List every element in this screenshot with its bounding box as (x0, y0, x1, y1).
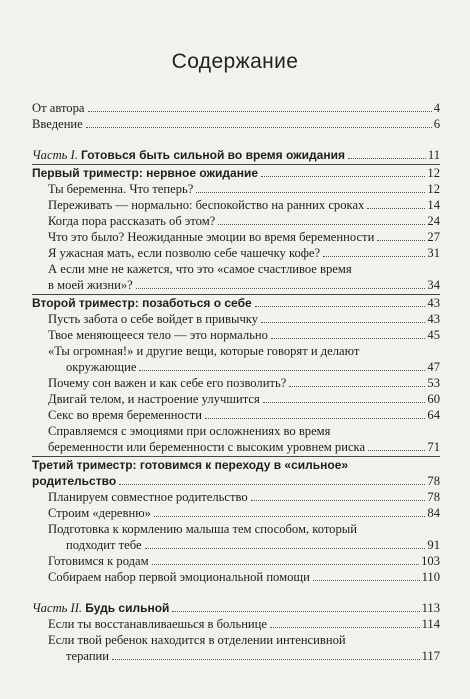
toc-entry-line1[interactable] (32, 343, 440, 359)
toc-entry-page: 43 (427, 312, 440, 326)
toc-section-3-line1[interactable] (32, 457, 440, 473)
toc-entry-page: 103 (421, 554, 440, 568)
toc-entry-page: 47 (427, 360, 440, 374)
dot-leader (271, 338, 426, 339)
toc-part-1[interactable] (32, 147, 440, 163)
toc-entry-line1[interactable] (32, 632, 440, 648)
dot-leader (263, 402, 426, 403)
toc-entry-page: 91 (427, 538, 440, 552)
part-label: Часть II. (32, 601, 83, 615)
toc-entry-title: Подготовка к кормлению малыша тем способом, который (48, 522, 357, 536)
section-title-cont: родительство (32, 474, 117, 488)
toc-entry-page: 110 (421, 570, 440, 584)
toc-entry-title: Собираем набор первой эмоциональной помощи (48, 570, 310, 584)
toc-entry[interactable] (32, 229, 440, 245)
toc-entry-title: Справляемся с эмоциями при осложнениях во время (48, 424, 331, 438)
toc-entry-intro[interactable] (32, 116, 440, 132)
part-label: Часть I. (32, 148, 78, 162)
toc-section-2[interactable] (32, 295, 440, 311)
toc-part-2[interactable] (32, 600, 440, 616)
toc-entry-page: 84 (427, 506, 440, 520)
toc-entry-title: Введение (32, 117, 83, 131)
toc-entry-page: 11 (427, 148, 440, 162)
toc-entry-title: Планируем совместное родительство (48, 490, 248, 504)
dot-leader (261, 176, 425, 177)
table-of-contents (32, 100, 440, 664)
toc-entry[interactable] (32, 648, 440, 664)
dot-leader (152, 564, 420, 565)
toc-entry-title: А если мне не кажется, что это «самое счастливое время (48, 262, 352, 276)
toc-entry[interactable] (32, 569, 440, 585)
toc-entry-title: Переживать — нормально: беспокойство на ранних сроках (48, 198, 365, 212)
toc-entry-page: 12 (427, 166, 440, 180)
toc-entry-line1[interactable] (32, 423, 440, 439)
toc-entry-author[interactable] (32, 100, 440, 116)
toc-entry-page: 117 (421, 649, 440, 663)
toc-entry-title: Твое меняющееся тело — это нормально (48, 328, 268, 342)
dot-leader (270, 627, 420, 628)
toc-entry-title: Почему сон важен и как себе его позволить? (48, 376, 287, 390)
toc-entry-page: 78 (427, 474, 440, 488)
toc-entry[interactable] (32, 616, 440, 632)
toc-entry-page: 4 (433, 101, 440, 115)
toc-entry-title: Когда пора рассказать об этом? (48, 214, 216, 228)
toc-entry-page: 114 (421, 617, 440, 631)
toc-entry-title: Пусть забота о себе войдет в привычку (48, 312, 259, 326)
toc-entry[interactable] (32, 505, 440, 521)
toc-section-1[interactable] (32, 165, 440, 181)
dot-leader (368, 450, 425, 451)
dot-leader (313, 580, 420, 581)
toc-entry-title: Строим «деревню» (48, 506, 151, 520)
dot-leader (172, 611, 419, 612)
toc-entry[interactable] (32, 277, 440, 293)
section-title: Первый триместр: нервное ожидание (32, 166, 259, 180)
toc-entry-page: 6 (433, 117, 440, 131)
toc-entry[interactable] (32, 537, 440, 553)
toc-entry-page: 53 (427, 376, 440, 390)
dot-leader (196, 192, 425, 193)
dot-leader (377, 240, 425, 241)
toc-entry-page: 71 (427, 440, 440, 454)
toc-entry-title-cont: подходит тебе (66, 538, 142, 552)
toc-entry-title: От автора (32, 101, 85, 115)
dot-leader (323, 256, 425, 257)
dot-leader (205, 418, 425, 419)
toc-entry-page: 78 (427, 490, 440, 504)
toc-entry-page: 34 (427, 278, 440, 292)
toc-entry-page: 43 (427, 296, 440, 310)
dot-leader (139, 370, 425, 371)
toc-entry-title: Секс во время беременности (48, 408, 202, 422)
dot-leader (136, 288, 426, 289)
dot-leader (255, 306, 426, 307)
dot-leader (112, 659, 420, 660)
toc-entry[interactable] (32, 553, 440, 569)
toc-entry[interactable] (32, 375, 440, 391)
toc-entry[interactable] (32, 407, 440, 423)
toc-entry[interactable] (32, 245, 440, 261)
toc-entry-page: 24 (427, 214, 440, 228)
section-title: Третий триместр: готовимся к переходу в «сильное» (32, 458, 349, 472)
toc-entry[interactable] (32, 489, 440, 505)
dot-leader (145, 548, 426, 549)
dot-leader (218, 224, 425, 225)
toc-entry-title: Я ужасная мать, если позволю себе чашечку кофе? (48, 246, 321, 260)
toc-entry-title: «Ты огромная!» и другие вещи, которые говорят и делают (48, 344, 360, 358)
toc-section-3[interactable] (32, 473, 440, 489)
toc-entry-page: 113 (421, 601, 440, 615)
toc-entry-title: Что это было? Неожиданные эмоции во время беременности (48, 230, 375, 244)
toc-entry-page: 14 (427, 198, 440, 212)
part-title: Готовься быть сильной во время ожидания (81, 148, 345, 162)
dot-leader (154, 516, 425, 517)
dot-leader (261, 322, 425, 323)
dot-leader (289, 386, 425, 387)
dot-leader (88, 111, 432, 112)
toc-entry[interactable] (32, 327, 440, 343)
toc-entry[interactable] (32, 359, 440, 375)
toc-entry-title: Если ты восстанавливаешься в больнице (48, 617, 268, 631)
toc-entry-page: 45 (427, 328, 440, 342)
toc-entry-line1[interactable] (32, 261, 440, 277)
section-title: Второй триместр: позаботься о себе (32, 296, 252, 310)
toc-entry-title: Ты беременна. Что теперь? (48, 182, 194, 196)
toc-entry-line1[interactable] (32, 521, 440, 537)
toc-entry-page: 60 (427, 392, 440, 406)
toc-entry[interactable] (32, 197, 440, 213)
toc-entry-page: 64 (427, 408, 440, 422)
toc-entry-title-cont: окружающие (66, 360, 137, 374)
toc-entry-page: 12 (427, 182, 440, 196)
dot-leader (348, 158, 426, 159)
dot-leader (367, 208, 425, 209)
toc-entry[interactable] (32, 213, 440, 229)
toc-entry[interactable] (32, 439, 440, 455)
part-title: Будь сильной (85, 601, 170, 615)
dot-leader (86, 127, 432, 128)
toc-entry-page: 31 (427, 246, 440, 260)
dot-leader (251, 500, 426, 501)
toc-entry-title: Готовимся к родам (48, 554, 149, 568)
toc-entry-title-cont: беременности или беременности с высоким уровнем риска (48, 440, 366, 454)
toc-entry-title-cont: терапии (66, 649, 110, 663)
toc-entry-title: Двигай телом, и настроение улучшится (48, 392, 260, 406)
dot-leader (119, 484, 425, 485)
toc-entry[interactable] (32, 391, 440, 407)
toc-entry[interactable] (32, 311, 440, 327)
toc-entry-page: 27 (427, 230, 440, 244)
toc-entry[interactable] (32, 181, 440, 197)
toc-entry-title: Если твой ребенок находится в отделении интенсивной (48, 633, 346, 647)
page-title: Содержание (171, 50, 299, 73)
toc-entry-title-cont: в моей жизни»? (48, 278, 133, 292)
